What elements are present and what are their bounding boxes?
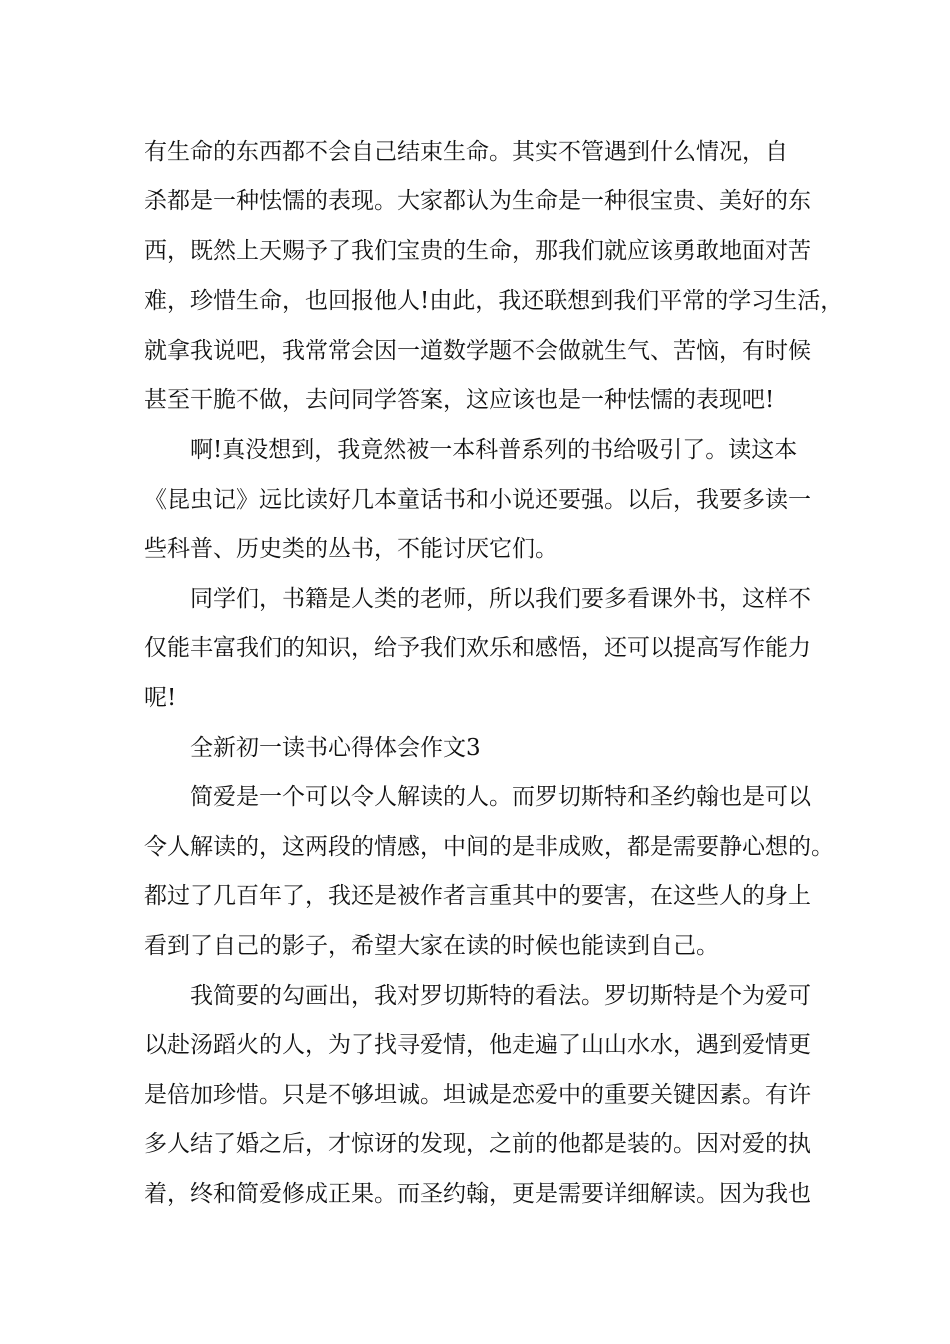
paragraph-start-line: 我简要的勾画出，我对罗切斯特的看法。罗切斯特是个为爱可	[190, 983, 811, 1009]
text-line: 令人解读的，这两段的情感，中间的是非成败，都是需要静心想的。	[144, 834, 834, 860]
text-line: 以赴汤蹈火的人，为了找寻爱情，他走遍了山山水水，遇到爱情更	[144, 1032, 811, 1058]
text-line: 难，珍惜生命，也回报他人!由此，我还联想到我们平常的学习生活，	[144, 288, 844, 314]
text-line: 呢!	[144, 685, 177, 711]
paragraph-start-line: 简爱是一个可以令人解读的人。而罗切斯特和圣约翰也是可以	[190, 784, 811, 810]
paragraph-start-line: 啊!真没想到，我竟然被一本科普系列的书给吸引了。读这本	[190, 437, 798, 463]
text-line: 都过了几百年了，我还是被作者言重其中的要害，在这些人的身上	[144, 883, 811, 909]
text-line: 杀都是一种怯懦的表现。大家都认为生命是一种很宝贵、美好的东	[144, 188, 811, 214]
text-line: 西，既然上天赐予了我们宝贵的生命，那我们就应该勇敢地面对苦	[144, 238, 811, 264]
text-line: 些科普、历史类的丛书，不能讨厌它们。	[144, 536, 558, 562]
text-line: 甚至干脆不做，去问同学答案，这应该也是一种怯懦的表现吧!	[144, 387, 775, 413]
paragraph-start-line: 同学们，书籍是人类的老师，所以我们要多看课外书，这样不	[190, 586, 811, 612]
section-heading: 全新初一读书心得体会作文3	[190, 735, 481, 761]
text-line: 有生命的东西都不会自己结束生命。其实不管遇到什么情况，自	[144, 139, 788, 165]
text-line: 仅能丰富我们的知识，给予我们欢乐和感悟，还可以提高写作能力	[144, 635, 811, 661]
text-line: 着，终和简爱修成正果。而圣约翰，更是需要详细解读。因为我也	[144, 1181, 811, 1207]
text-line: 是倍加珍惜。只是不够坦诚。坦诚是恋爱中的重要关键因素。有许	[144, 1082, 811, 1108]
text-line: 多人结了婚之后，才惊讶的发现，之前的他都是装的。因对爱的执	[144, 1131, 811, 1157]
text-line: 《昆虫记》远比读好几本童话书和小说还要强。以后，我要多读一	[144, 487, 811, 513]
text-line: 看到了自己的影子，希望大家在读的时候也能读到自己。	[144, 933, 719, 959]
text-line: 就拿我说吧，我常常会因一道数学题不会做就生气、苦恼，有时候	[144, 338, 811, 364]
